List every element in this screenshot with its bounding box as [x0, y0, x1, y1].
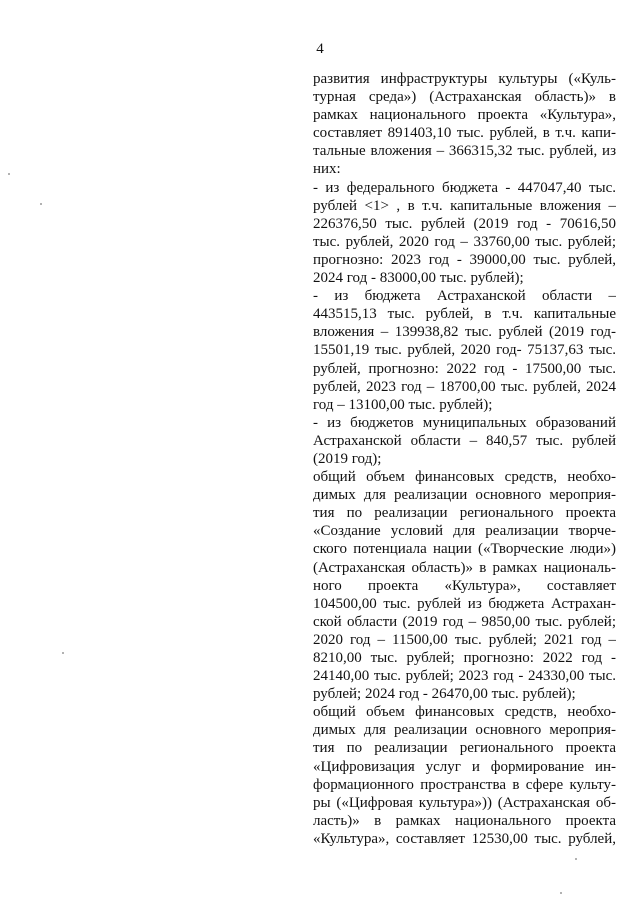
text-line: Астраханской области – 840,57 тыс. рублей — [313, 432, 616, 449]
text-line: прогнозно: 2023 год - 39000,00 тыс. рублей, — [313, 251, 616, 268]
text-line: год – 13100,00 тыс. рублей); — [313, 396, 493, 413]
text-line: рублей; 2024 год - 26470,00 тыс. рублей); — [313, 686, 576, 703]
text-line: формационного пространства в сфере культу- — [313, 776, 616, 793]
scan-speck — [8, 173, 10, 175]
text-line: (Астраханская область)» в рамках националь- — [313, 559, 616, 576]
text-line: - из федерального бюджета - 447047,40 тыс. — [313, 179, 616, 196]
text-line: 104500,00 тыс. рублей из бюджета Астрахан- — [313, 595, 616, 612]
text-line: димых для реализации основного мероприя- — [313, 487, 616, 504]
text-line: рублей, 2023 год – 18700,00 тыс. рублей, 2024 — [313, 378, 616, 395]
document-text-column — [313, 70, 616, 848]
text-line: 2024 год - 83000,00 тыс. рублей); — [313, 270, 524, 287]
page-number: 4 — [316, 41, 324, 57]
text-line: рамках национального проекта «Культура», — [313, 107, 616, 124]
text-line: рублей <1> , в т.ч. капитальные вложения – — [313, 197, 616, 214]
text-line: «Цифровизация услуг и формирование ин- — [313, 758, 616, 775]
text-line: 8210,00 тыс. рублей; прогнозно: 2022 год - — [313, 650, 616, 666]
text-line: - из бюджета Астраханской области – — [313, 288, 616, 305]
text-line: общий объем финансовых средств, необхо- — [313, 704, 616, 721]
text-line: «Культура», составляет 12530,00 тыс. рублей, — [313, 830, 616, 847]
text-line: ного проекта «Культура», составляет — [313, 577, 616, 594]
text-line: 443515,13 тыс. рублей, в т.ч. капитальные — [313, 306, 616, 323]
text-line: ской области (2019 год – 9850,00 тыс. рублей; — [313, 613, 616, 630]
text-line: турная среда») (Астраханская область)» в — [313, 89, 616, 106]
text-line: тальные вложения – 366315,32 тыс. рублей, из — [313, 143, 616, 160]
text-line: 2020 год – 11500,00 тыс. рублей; 2021 год – — [313, 631, 616, 648]
text-line: развития инфраструктуры культуры («Куль- — [313, 71, 616, 87]
text-line: них: — [313, 161, 341, 178]
text-line: ского потенциала нации («Творческие люди») — [313, 541, 616, 558]
text-line: ры («Цифровая культура»)) (Астраханская об- — [313, 794, 616, 811]
text-line: вложения – 139938,82 тыс. рублей (2019 год- — [313, 324, 616, 341]
text-line: ласть)» в рамках национального проекта — [313, 812, 616, 829]
text-line: «Создание условий для реализации творче- — [313, 523, 616, 540]
text-line: (2019 год); — [313, 450, 382, 467]
text-line: общий объем финансовых средств, необхо- — [313, 469, 616, 486]
scan-speck — [40, 203, 42, 205]
text-line: 226376,50 тыс. рублей (2019 год - 70616,50 — [313, 215, 616, 232]
text-line: составляет 891403,10 тыс. рублей, в т.ч. капи- — [313, 125, 616, 142]
text-line: тия по реализации регионального проекта — [313, 740, 616, 757]
scan-speck — [62, 652, 64, 654]
text-line: тыс. рублей, 2020 год – 33760,00 тыс. рублей; — [313, 233, 616, 250]
text-line: рублей, прогнозно: 2022 год - 17500,00 тыс. — [313, 360, 616, 377]
scan-speck — [560, 892, 562, 894]
text-line: тия по реализации регионального проекта — [313, 505, 616, 522]
text-line: - из бюджетов муниципальных образований — [313, 414, 616, 431]
text-line: димых для реализации основного мероприя- — [313, 722, 616, 739]
text-line: 15501,19 тыс. рублей, 2020 год- 75137,63 тыс. — [313, 342, 616, 359]
text-line: 24140,00 тыс. рублей; 2023 год - 24330,00 тыс. — [313, 668, 616, 685]
scan-speck — [575, 858, 577, 860]
